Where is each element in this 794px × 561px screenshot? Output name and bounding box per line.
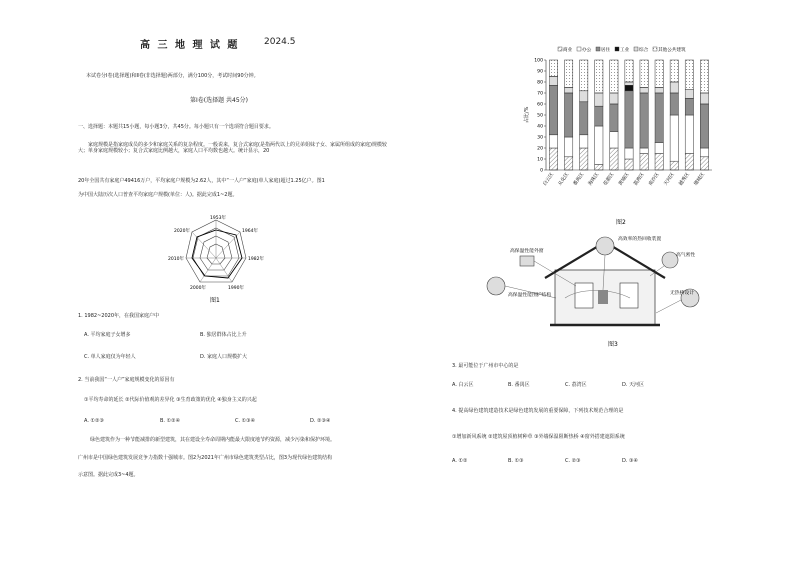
passage2-line2: 广州市是中国绿色建筑发展竞争力指数十强城市。图2为2021年广州市绿色建筑类型占比，图3为现代绿色建筑结构 bbox=[78, 455, 333, 461]
bar-2-5 bbox=[580, 60, 588, 91]
bar-9-5 bbox=[685, 60, 693, 90]
bar-9-0 bbox=[685, 154, 693, 171]
radar-label-2010: 2010年 bbox=[168, 257, 184, 262]
bar-8-5 bbox=[670, 60, 678, 82]
radar-label-2020: 2020年 bbox=[174, 229, 190, 234]
label-airtight: 高气密性 bbox=[676, 253, 696, 258]
bar-10-5 bbox=[700, 60, 708, 93]
bar-7-2 bbox=[655, 93, 663, 143]
legend-label-0: 商业 bbox=[563, 48, 573, 53]
bar-3-5 bbox=[595, 60, 603, 93]
legend-label-2: 居住 bbox=[601, 48, 611, 53]
x-tick-label-0: 白云区 bbox=[542, 172, 556, 187]
bar-4-4 bbox=[610, 93, 618, 104]
bar-5-5 bbox=[625, 60, 633, 82]
x-tick-label-9: 越秀区 bbox=[678, 172, 692, 187]
bar-9-2 bbox=[685, 99, 693, 116]
radar-label-1953: 1953年 bbox=[210, 216, 226, 221]
window-left bbox=[575, 283, 593, 308]
passage1-line1: 家庭规模是指家庭成员的多少和家庭关系的复杂程度。一般说来，复合式家庭(是指两代以上的兄弟姐妹子女、家属所组成的家庭)规模较大；单身家庭规模较小；复合式家庭比例越大，家庭人口平均数也越大。统计显示，20 bbox=[78, 142, 387, 154]
q3-option-a[interactable]: A. 白云区 bbox=[452, 382, 474, 388]
q2-option-d[interactable]: D. ②③④ bbox=[310, 418, 331, 424]
radar-label-1990: 1990年 bbox=[228, 286, 244, 291]
legend-swatch-3 bbox=[615, 47, 619, 51]
passage1-line3: 为中国大陆历次人口普查平均家庭户规模(单位：人)。据此完成1~2题。 bbox=[78, 192, 238, 198]
bar-4-1 bbox=[610, 132, 618, 149]
x-tick-label-1: 从化区 bbox=[557, 172, 571, 187]
bar-2-1 bbox=[580, 135, 588, 148]
q4-factors: ①增加新风系统 ②建筑屋顶植树种草 ③外墙保温阻断热桥 ④窗外搭建遮阳系统 bbox=[452, 434, 625, 440]
bar-7-0 bbox=[655, 154, 663, 171]
bar-4-0 bbox=[610, 148, 618, 170]
bar-2-0 bbox=[580, 148, 588, 170]
bar-7-1 bbox=[655, 143, 663, 154]
bar-3-4 bbox=[595, 93, 603, 106]
y-tick-label-8: 80 bbox=[537, 80, 543, 86]
bar-8-1 bbox=[670, 115, 678, 161]
q3-option-c[interactable]: C. 荔湾区 bbox=[565, 382, 587, 388]
bar-2-4 bbox=[580, 91, 588, 102]
bar-10-0 bbox=[700, 157, 708, 170]
bar-10-1 bbox=[700, 148, 708, 157]
y-tick-label-2: 20 bbox=[537, 146, 543, 152]
wall-structure-icon bbox=[487, 277, 505, 295]
bar-2-2 bbox=[580, 102, 588, 135]
choice-instruction: 一、选择题：本题共15小题，每小题3分，共45分。每小题只有一个选项符合题目要求。 bbox=[78, 124, 274, 130]
bar-5-1 bbox=[625, 148, 633, 159]
bar-0-1 bbox=[549, 135, 557, 148]
bar-9-1 bbox=[685, 115, 693, 154]
bar-1-0 bbox=[564, 157, 572, 170]
q1-stem: 1. 1982~2020年，在我国家庭户中 bbox=[78, 313, 159, 319]
y-tick-label-9: 90 bbox=[537, 69, 543, 75]
bar-9-4 bbox=[685, 90, 693, 99]
y-tick-label-5: 50 bbox=[537, 113, 543, 119]
legend-swatch-5 bbox=[653, 47, 657, 51]
legend-swatch-2 bbox=[596, 47, 600, 51]
bar-6-0 bbox=[640, 154, 648, 171]
legend-label-5: 其他公共建筑 bbox=[658, 48, 686, 53]
bar-6-2 bbox=[640, 93, 648, 148]
bars bbox=[549, 60, 708, 170]
bar-8-2 bbox=[670, 93, 678, 115]
section-title: 第Ⅰ卷(选择题 共45分) bbox=[190, 97, 248, 104]
figure3-caption: 图3 bbox=[608, 341, 618, 348]
bar-6-1 bbox=[640, 148, 648, 154]
bar-5-0 bbox=[625, 159, 633, 170]
y-tick-label-6: 60 bbox=[537, 102, 543, 108]
exam-year: 2024.5 bbox=[264, 37, 296, 47]
exam-intro: 本试卷分Ⅰ卷(选择题)和Ⅱ卷(非选择题)两部分，满分100分，考试时间90分钟。 bbox=[86, 73, 259, 79]
bar-7-4 bbox=[655, 88, 663, 94]
x-tick-labels bbox=[541, 171, 706, 187]
y-tick-label-10: 100 bbox=[534, 58, 543, 64]
passage2-line1: 绿色建筑作为一种节能减排的新型建筑，其在建设全寿命周期内能最大限度地节约资源，减少污染和保护环境。 bbox=[90, 437, 336, 443]
bar-3-0 bbox=[595, 165, 603, 171]
q2-stem: 2. 当前我国“一人户”家庭规模变化的原因有 bbox=[78, 377, 175, 383]
bar-4-5 bbox=[610, 60, 618, 93]
bar-1-5 bbox=[564, 60, 572, 88]
x-tick-label-3: 海珠区 bbox=[588, 172, 601, 187]
bar-0-4 bbox=[549, 77, 557, 86]
legend-swatch-0 bbox=[558, 47, 562, 51]
chart-legend bbox=[558, 46, 686, 53]
figure2-caption: 图2 bbox=[616, 219, 626, 226]
bar-0-5 bbox=[549, 60, 557, 77]
y-tick-label-3: 30 bbox=[537, 135, 543, 141]
bar-5-4 bbox=[625, 82, 633, 85]
legend-label-1: 办公 bbox=[582, 48, 592, 53]
q3-stem: 3. 最可能位于广州市中心的是 bbox=[452, 363, 519, 369]
q4-stem: 4. 提高绿色建筑建造技术是绿色建筑发展的重要保障，下列技术规范合理的是 bbox=[452, 408, 624, 414]
x-tick-label-2: 番禺区 bbox=[573, 172, 586, 187]
x-tick-label-8: 天河区 bbox=[663, 172, 676, 187]
bar-5-3 bbox=[625, 85, 633, 91]
radar-label-1964: 1964年 bbox=[242, 229, 258, 234]
bar-10-4 bbox=[700, 93, 708, 104]
y-axis-label: 占比/% bbox=[524, 106, 530, 123]
figure2-stacked-bar-chart bbox=[520, 44, 720, 229]
q4-option-d[interactable]: D. ③④ bbox=[622, 458, 638, 464]
bar-1-1 bbox=[564, 137, 572, 157]
q3-option-d[interactable]: D. 天河区 bbox=[622, 382, 645, 388]
figure3-green-building-diagram bbox=[480, 228, 720, 353]
radar-label-1982: 1982年 bbox=[248, 257, 264, 262]
window-icon bbox=[520, 256, 534, 266]
bar-6-4 bbox=[640, 88, 648, 94]
heat-recovery-icon bbox=[596, 237, 614, 255]
y-tick-label-0: 0 bbox=[540, 168, 543, 174]
bar-1-4 bbox=[564, 88, 572, 94]
window-right bbox=[620, 283, 638, 308]
radar-label-2000: 2000年 bbox=[190, 286, 206, 291]
bar-8-4 bbox=[670, 82, 678, 93]
x-tick-label-10: 增城区 bbox=[693, 172, 707, 187]
q1-option-b[interactable]: B. 独居群体占比上升 bbox=[200, 332, 247, 338]
bar-0-2 bbox=[549, 85, 557, 135]
bar-3-2 bbox=[595, 106, 603, 126]
heat-recovery-unit bbox=[598, 290, 608, 304]
bar-0-0 bbox=[549, 148, 557, 170]
exam-title: 高 三 地 理 试 题 bbox=[140, 40, 240, 51]
q2-factors: ①平均寿命的延长 ②代际价值观的差异化 ③生育政策的优化 ④独身主义的兴起 bbox=[84, 397, 257, 403]
q2-option-b[interactable]: B. ①②④ bbox=[160, 418, 181, 424]
y-tick-label-1: 10 bbox=[537, 157, 543, 163]
label-no-bridge: 无热桥设计 bbox=[670, 291, 694, 296]
legend-swatch-1 bbox=[577, 47, 581, 51]
x-tick-label-4: 花都区 bbox=[603, 172, 616, 187]
legend-label-3: 工业 bbox=[620, 48, 630, 53]
bar-4-2 bbox=[610, 104, 618, 132]
legend-label-4: 综合 bbox=[639, 48, 649, 53]
q4-option-c[interactable]: C. ②③ bbox=[565, 458, 581, 464]
label-heat-recovery: 高效率的热回收装置 bbox=[618, 237, 662, 242]
label-wall-structure: 高保温性能围护结构 bbox=[508, 293, 552, 298]
bar-10-2 bbox=[700, 104, 708, 148]
legend-swatch-4 bbox=[634, 47, 638, 51]
y-tick-label-7: 70 bbox=[537, 91, 543, 97]
bar-5-2 bbox=[625, 91, 633, 148]
x-tick-label-7: 南沙区 bbox=[648, 172, 661, 187]
y-tick-label-4: 40 bbox=[537, 124, 543, 130]
q2-option-a[interactable]: A. ①②③ bbox=[84, 418, 104, 424]
bar-8-0 bbox=[670, 161, 678, 170]
q4-option-a[interactable]: A. ①② bbox=[452, 458, 468, 464]
bar-6-5 bbox=[640, 60, 648, 88]
bar-7-5 bbox=[655, 60, 663, 88]
label-external-window: 高保温性能外窗 bbox=[510, 249, 544, 254]
figure1-radar-chart bbox=[160, 210, 280, 310]
x-tick-label-6: 荔湾区 bbox=[633, 172, 646, 187]
q2-option-c[interactable]: C. ①③④ bbox=[235, 418, 256, 424]
q4-option-b[interactable]: B. ①③ bbox=[508, 458, 524, 464]
q1-option-d[interactable]: D. 家庭人口规模扩大 bbox=[200, 354, 248, 360]
bar-1-2 bbox=[564, 93, 572, 137]
radar-series bbox=[192, 230, 242, 278]
passage1-line2: 20年全国共有家庭户49416万户，平均家庭户规模为2.62人，其中“一人户”家庭(单人家庭)超过1.25亿户。图1 bbox=[78, 178, 325, 184]
q1-option-c[interactable]: C. 单人家庭仅为年轻人 bbox=[84, 354, 136, 360]
q3-option-b[interactable]: B. 番禺区 bbox=[508, 382, 530, 388]
q1-option-a[interactable]: A. 平均家庭子女增多 bbox=[84, 332, 131, 338]
figure1-caption: 图1 bbox=[210, 297, 220, 304]
passage2-line3: 示意图。据此完成3~4题。 bbox=[78, 472, 139, 478]
bar-3-1 bbox=[595, 126, 603, 165]
x-tick-label-5: 黄埔区 bbox=[618, 172, 631, 187]
